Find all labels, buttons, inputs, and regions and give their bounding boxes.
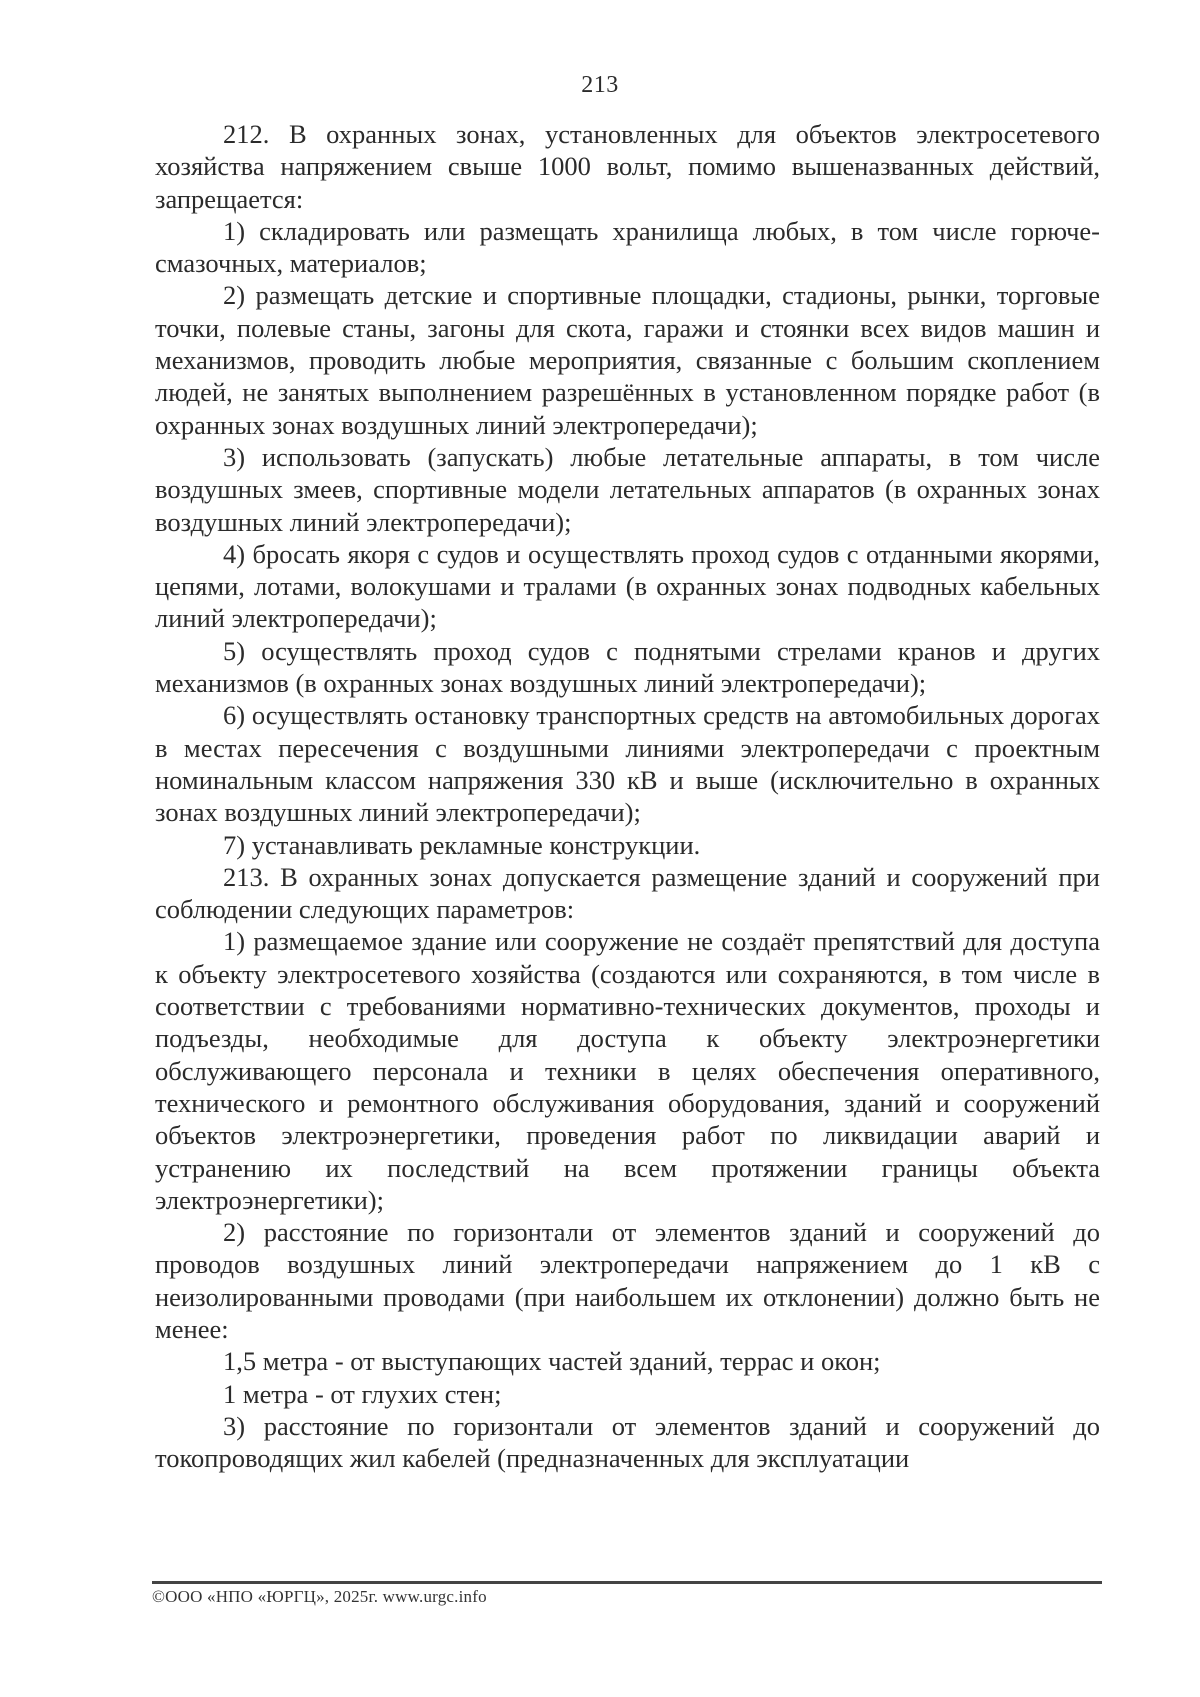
list-item-212-1: 1) складировать или размещать хранилища любых, в том числе горюче-смазочных, материалов; <box>155 215 1100 279</box>
list-item-212-7: 7) устанавливать рекламные конструкции. <box>223 829 701 860</box>
page-number: 213 <box>581 72 619 98</box>
list-item-212-5: 5) осуществлять проход судов с поднятыми стрелами кранов и других механизмов (в охранных зонах воздушных линий электропередачи); <box>155 635 1100 699</box>
list-item-212-3: 3) использовать (запускать) любые летательные аппараты, в том числе воздушных змеев, спортивные модели летательных аппаратов (в охранных зонах воздушных линий электропередачи); <box>155 441 1100 537</box>
list-item-212-2: 2) размещать детские и спортивные площадки, стадионы, рынки, торговые точки, полевые станы, загоны для скота, гаражи и стоянки всех видов машин и механизмов, проводить любые мероприятия, связанные с большим скоплением людей, не занятых выполнением разрешённых в установленном порядке работ (в охранных зонах воздушных линий электропередачи); <box>155 280 1100 440</box>
distance-line-2: 1 метра - от глухих стен; <box>223 1378 502 1409</box>
paragraph-212: 212. В охранных зонах, установленных для объектов электросетевого хозяйства напряжением свыше 1000 вольт, помимо вышеназванных действий, запрещается: <box>155 119 1100 214</box>
list-item-212-6: 6) осуществлять остановку транспортных средств на автомобильных дорогах в местах пересечения с воздушными линиями электропередачи с проектным номинальным классом напряжения 330 кВ и выше (исключительно в охранных зонах воздушных линий электропередачи); <box>155 700 1100 828</box>
list-item-213-3: 3) расстояние по горизонтали от элементов зданий и сооружений до токопроводящих жил кабелей (предназначенных для эксплуатации <box>155 1410 1100 1474</box>
list-item-213-1: 1) размещаемое здание или сооружение не создаёт препятствий для доступа к объекту электросетевого хозяйства (создаются или сохраняются, в том числе в соответствии с требованиями нормативно-технических документов, проходы и подъезды, необходимые для доступа к объекту электроэнергетики обслуживающего персонала и техники в целях обеспечения оперативного, технического и ремонтного обслуживания оборудования, зданий и сооружений объектов электроэнергетики, проведения работ по ликвидации аварий и устранению их последствий на всем протяжении границы объекта электроэнергетики); <box>155 926 1100 1215</box>
list-item-213-2: 2) расстояние по горизонтали от элементов зданий и сооружений до проводов воздушных линий электропередачи напряжением до 1 кВ с неизолированными проводами (при наибольшем их отклонении) должно быть не менее: <box>155 1217 1100 1344</box>
footer-divider <box>152 1581 1102 1584</box>
paragraph-213: 213. В охранных зонах допускается размещение зданий и сооружений при соблюдении следующих параметров: <box>155 861 1100 925</box>
distance-line-1: 1,5 метра - от выступающих частей зданий, террас и окон; <box>223 1346 881 1377</box>
document-body <box>155 118 1100 1474</box>
list-item-212-4: 4) бросать якоря с судов и осуществлять проход судов с отданными якорями, цепями, лотами, волокушами и тралами (в охранных зонах подводных кабельных линий электропередачи); <box>155 538 1100 634</box>
footer-copyright: ©ООО «НПО «ЮРГЦ», 2025г. www.urgc.info <box>152 1587 487 1606</box>
